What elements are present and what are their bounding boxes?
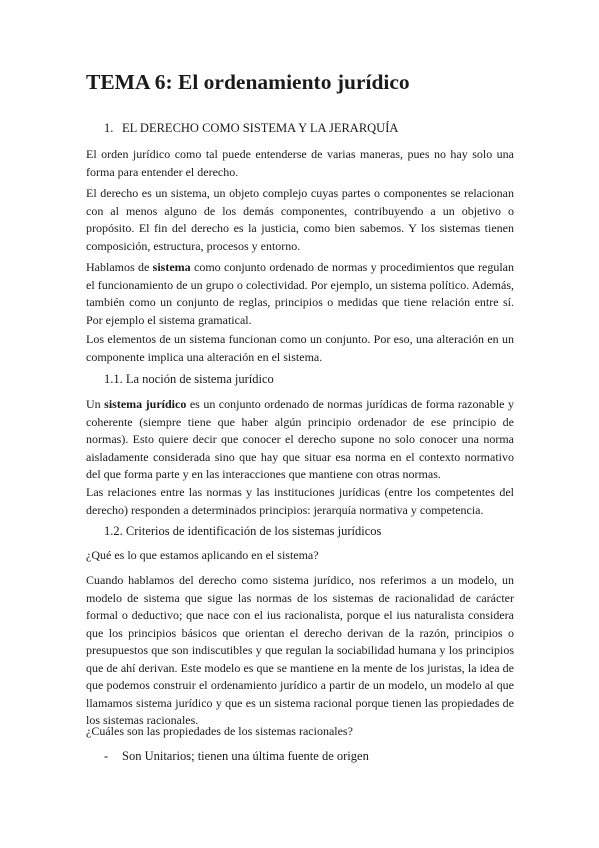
paragraph-1: El orden jurídico como tal puede entenderse de varias maneras, pues no hay solo una forma para entender el derecho. — [86, 147, 514, 179]
paragraph-5-rest: es un conjunto ordenado de normas jurídicas de forma razonable y coherente (siempre tiene que haber algún principio ordenador de ese principio de normas). Esto quiere decir que conocer el derecho supone no solo conocer una norma aisladamente considerada sino que hay que situar esa norma en el contexto normativo del que forma parte y en las interacciones que mantiene con otras normas. — [86, 397, 514, 481]
subsection-heading-1-1: 1.1. La noción de sistema jurídico — [104, 372, 274, 386]
page-title: TEMA 6: El ordenamiento jurídico — [86, 70, 410, 94]
paragraph-6: Las relaciones entre las normas y las instituciones jurídicas (entre los competentes del derecho) responden a determinados principios: jerarquía normativa y competencia. — [86, 485, 514, 517]
section-number: 1. — [104, 121, 114, 135]
paragraph-2: El derecho es un sistema, un objeto complejo cuyas partes o componentes se relacionan con al menos alguno de los demás componentes, contribuyendo a un objetivo o propósito. El fin del derecho es la justicia, como bien sabemos. Y los sistemas tienen composición, estructura, procesos y entorno. — [86, 186, 514, 253]
paragraph-5 — [86, 396, 514, 484]
section-heading-1 — [104, 120, 398, 137]
list-marker: - — [104, 749, 109, 763]
paragraph-7-question: ¿Qué es lo que estamos aplicando en el sistema? — [86, 548, 319, 562]
paragraph-3-lead: Hablamos de — [86, 260, 153, 274]
paragraph-4: Los elementos de un sistema funcionan como un conjunto. Por eso, una alteración en un componente implica una alteración en el sistema. — [86, 332, 514, 364]
term-sistema-juridico: sistema jurídico — [104, 397, 187, 411]
paragraph-9-question: ¿Cuáles son las propiedades de los sistemas racionales? — [86, 724, 353, 738]
paragraph-3-rest: como conjunto ordenado de normas y procedimientos que regulan el funcionamiento de un grupo o colectividad. Por ejemplo, un sistema político. Además, también como un conjunto de reglas, principios o medidas que tiene relación entre sí. Por ejemplo el sistema gramatical. — [86, 260, 514, 327]
list-item-text: Son Unitarios; tienen una última fuente de origen — [122, 749, 369, 763]
paragraph-5-lead: Un — [86, 397, 105, 411]
term-sistema: sistema — [152, 260, 191, 274]
paragraph-3 — [86, 259, 514, 329]
paragraph-8: Cuando hablamos del derecho como sistema jurídico, nos referimos a un modelo, un modelo de sistema que sigue las normas de los sistemas de racionalidad de carácter formal o deductivo; que nace con el ius racionalista, porque el ius naturalista considera que los principios básicos que orientan el derecho derivan de la razón, principios o presupuestos que son indiscutibles y que regulan la sociabilidad humana y los principios que de ahí derivan. Este modelo es que se mantiene en la mente de los juristas, la idea de que podemos construir el ordenamiento jurídico a partir de un modelo, un modelo al que llamamos sistema jurídico y que es un sistema racional porque tienen las propiedades de los sistemas racionales. — [86, 573, 514, 727]
section-heading-text: EL DERECHO COMO SISTEMA Y LA JERARQUÍA — [122, 121, 399, 135]
subsection-heading-1-2: 1.2. Criterios de identificación de los sistemas jurídicos — [104, 524, 382, 538]
list-item — [104, 748, 369, 765]
